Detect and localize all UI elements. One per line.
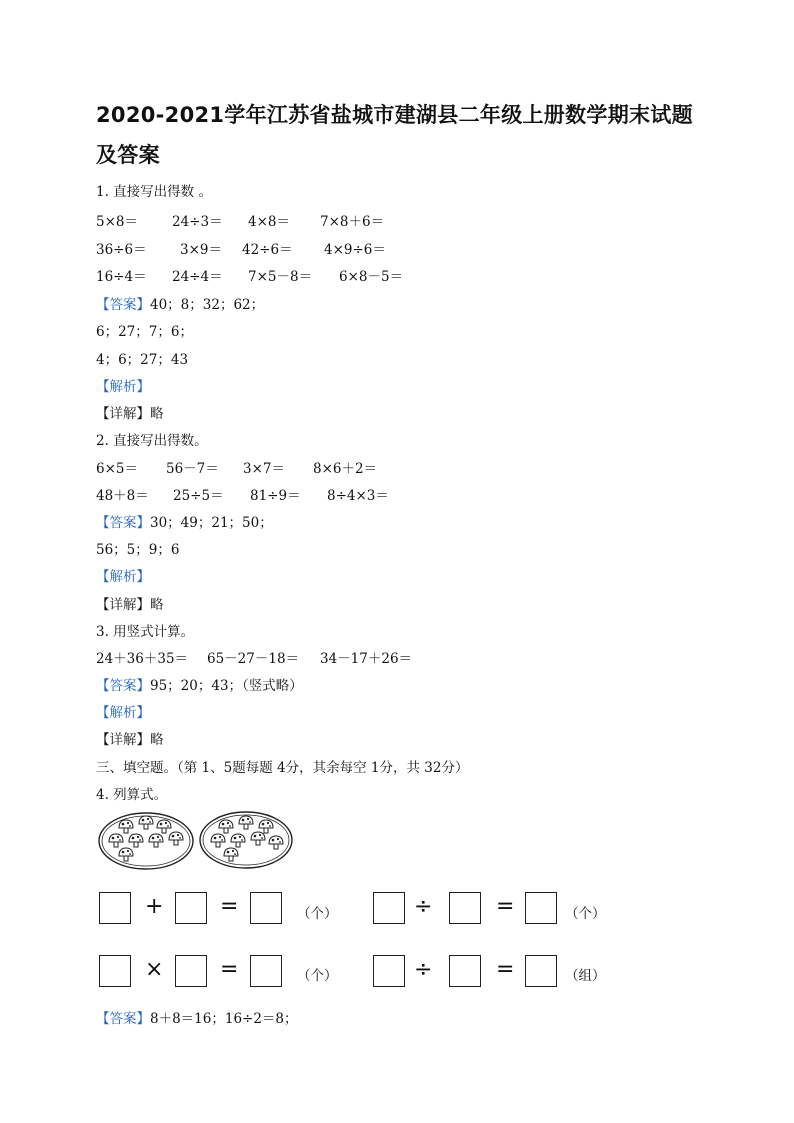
equals-sign: = bbox=[220, 894, 239, 919]
q1-row-1 bbox=[96, 210, 384, 230]
divide-sign: ÷ bbox=[414, 894, 433, 919]
equals-sign: = bbox=[220, 957, 239, 982]
left-plate bbox=[99, 813, 193, 869]
answer-box[interactable] bbox=[175, 892, 207, 924]
q4-heading: 4. 列算式。 bbox=[96, 787, 168, 803]
plus-sign: + bbox=[145, 894, 164, 919]
problem: 34－17＋26＝ bbox=[320, 651, 413, 667]
answer-tag: 【答案】 bbox=[96, 515, 150, 531]
answer-box[interactable] bbox=[99, 892, 131, 924]
problem: 4×9÷6＝ bbox=[324, 242, 386, 258]
detail-text: 略 bbox=[150, 732, 164, 748]
problem: 24÷4＝ bbox=[172, 269, 223, 285]
answer-tag: 【答案】 bbox=[96, 678, 150, 694]
problem: 81÷9＝ bbox=[250, 488, 301, 504]
q3-analysis-tag: 【解析】 bbox=[96, 705, 150, 721]
problem: 3×9＝ bbox=[180, 242, 222, 258]
unit-label: （个） bbox=[297, 906, 338, 922]
answer-box[interactable] bbox=[250, 892, 282, 924]
answer-box[interactable] bbox=[373, 955, 405, 987]
problem: 3×7＝ bbox=[243, 461, 285, 477]
q1-detail bbox=[96, 402, 164, 422]
answer-text: 30；49；21；50； bbox=[150, 515, 273, 531]
q3-answer bbox=[96, 674, 303, 694]
q1-heading: 1. 直接写出得数 。 bbox=[96, 184, 212, 200]
q1-answer-3: 4；6；27；43 bbox=[96, 352, 189, 368]
q1-analysis-tag: 【解析】 bbox=[96, 379, 150, 395]
document-title: 2020-2021学年江苏省盐城市建湖县二年级上册数学期末试题及答案 bbox=[96, 103, 693, 167]
q2-detail bbox=[96, 593, 164, 613]
divide-sign: ÷ bbox=[414, 957, 433, 982]
q1-answer-1 bbox=[96, 293, 264, 313]
detail-tag: 【详解】 bbox=[96, 597, 150, 613]
answer-tag: 【答案】 bbox=[96, 297, 150, 313]
q1-row-3 bbox=[96, 265, 403, 285]
q1-answer-2: 6；27；7；6； bbox=[96, 324, 193, 340]
answer-tag: 【答案】 bbox=[96, 1011, 150, 1027]
problem: 36÷6＝ bbox=[96, 242, 147, 258]
q2-analysis-tag: 【解析】 bbox=[96, 569, 150, 585]
q3-heading: 3. 用竖式计算。 bbox=[96, 624, 195, 640]
q2-heading: 2. 直接写出得数。 bbox=[96, 433, 208, 449]
q2-row-1 bbox=[96, 457, 377, 477]
mushroom-plates-illustration bbox=[96, 810, 296, 872]
problem: 48＋8＝ bbox=[96, 488, 149, 504]
unit-label: （组） bbox=[565, 968, 606, 984]
answer-text: 95；20；43；（竖式略） bbox=[150, 678, 303, 694]
q2-answer-2: 56；5；9；6 bbox=[96, 542, 180, 558]
problem: 56－7＝ bbox=[166, 461, 219, 477]
equals-sign: = bbox=[496, 957, 515, 982]
answer-box[interactable] bbox=[449, 955, 481, 987]
answer-box[interactable] bbox=[525, 955, 557, 987]
answer-box[interactable] bbox=[175, 955, 207, 987]
problem: 65－27－18＝ bbox=[207, 651, 300, 667]
problem: 24÷3＝ bbox=[172, 214, 223, 230]
q2-row-2 bbox=[96, 484, 389, 504]
answer-box[interactable] bbox=[449, 892, 481, 924]
unit-label: （个） bbox=[297, 968, 338, 984]
unit-label: （个） bbox=[565, 906, 606, 922]
problem: 8×6＋2＝ bbox=[313, 461, 378, 477]
detail-text: 略 bbox=[150, 597, 164, 613]
equals-sign: = bbox=[496, 894, 515, 919]
detail-tag: 【详解】 bbox=[96, 406, 150, 422]
detail-tag: 【详解】 bbox=[96, 732, 150, 748]
problem: 6×8－5＝ bbox=[339, 269, 404, 285]
problem: 7×8＋6＝ bbox=[320, 214, 385, 230]
answer-box[interactable] bbox=[525, 892, 557, 924]
problem: 8÷4×3＝ bbox=[327, 488, 389, 504]
section-3-heading: 三、填空题。（第 1、5题每题 4分，其余每空 1分，共 32分） bbox=[96, 760, 469, 776]
q4-answer bbox=[96, 1007, 298, 1027]
answer-text: 8＋8＝16；16÷2＝8； bbox=[150, 1011, 298, 1027]
right-plate bbox=[200, 812, 292, 868]
times-sign: × bbox=[145, 957, 164, 982]
answer-box[interactable] bbox=[250, 955, 282, 987]
q3-detail bbox=[96, 728, 164, 748]
answer-box[interactable] bbox=[99, 955, 131, 987]
problem: 16÷4＝ bbox=[96, 269, 147, 285]
answer-text: 40；8；32；62； bbox=[150, 297, 265, 313]
q3-row bbox=[96, 647, 412, 667]
problem: 5×8＝ bbox=[96, 214, 138, 230]
problem: 25÷5＝ bbox=[173, 488, 224, 504]
problem: 7×5－8＝ bbox=[248, 269, 313, 285]
answer-box[interactable] bbox=[373, 892, 405, 924]
problem: 42÷6＝ bbox=[242, 242, 293, 258]
detail-text: 略 bbox=[150, 406, 164, 422]
problem: 6×5＝ bbox=[96, 461, 138, 477]
problem: 4×8＝ bbox=[248, 214, 290, 230]
q1-row-2 bbox=[96, 238, 386, 258]
q2-answer-1 bbox=[96, 511, 273, 531]
problem: 24＋36＋35＝ bbox=[96, 651, 189, 667]
